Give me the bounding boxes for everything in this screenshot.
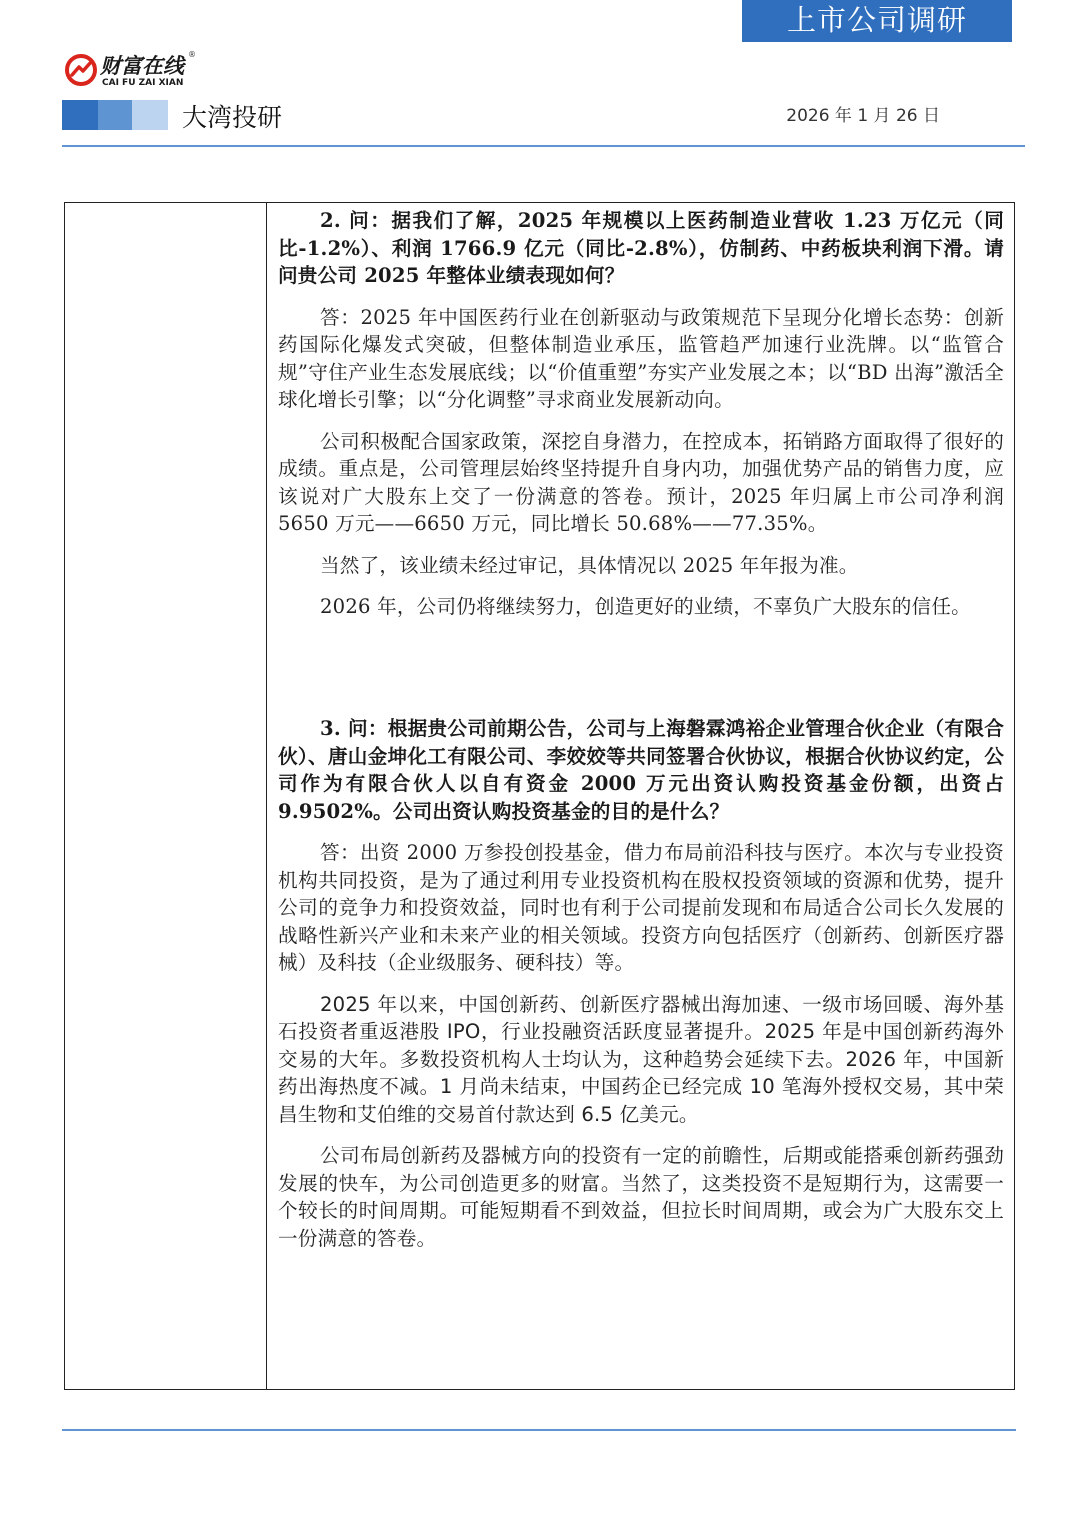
brand-title: 大湾投研: [182, 103, 283, 132]
qa-table: [64, 202, 1015, 1390]
answer-paragraph: 公司布局创新药及器械方向的投资有一定的前瞻性，后期或能搭乘创新药强劲发展的快车，为公司创造更多的财富。当然了，这类投资不是短期行为，这需要一个较长的时间周期。可能短期看不到效益，但拉长时间周期，或会为广大股东交上一份满意的答卷。: [278, 1144, 1004, 1250]
answer-paragraph: 公司积极配合国家政策，深挖自身潜力，在控成本，拓销路方面取得了很好的成绩。重点是，公司管理层始终坚持提升自身内功，加强优势产品的销售力度，应该说对广大股东上交了一份满意的答卷。预计，2025 年归属上市公司净利润 5650 万元——6650 万元，同比增长 50.68%——77.35%。: [278, 429, 1004, 535]
answer-paragraph: 答：2025 年中国医药行业在创新驱动与政策规范下呈现分化增长态势：创新药国际化爆发式突破，但整体制造业承压，监管趋严加速行业洗牌。以“监管合规”守住产业生态发展底线；以“价值重塑”夯实产业发展之本；以“BD 出海”激活全球化增长引擎；以“分化调整”寻求商业发展新动向。: [278, 305, 1004, 411]
header-rule: [62, 145, 1025, 147]
question-3: 3. 问：根据贵公司前期公告，公司与上海磐霖鸿裕企业管理合伙企业（有限合伙）、唐山金坤化工有限公司、李姣姣等共同签署合伙协议，根据合伙协议约定，公司作为有限合伙人以自有资金 2000 万元出资认购投资基金份额，出资占 9.9502%。公司出资认购投资基金的目的是什么？: [278, 717, 1004, 823]
logo-pinyin: CAI FU ZAI XIAN: [102, 78, 184, 88]
logo-mark-icon: [64, 53, 98, 87]
logo: [64, 50, 214, 94]
report-type-banner: 上市公司调研: [742, 0, 1012, 42]
qa-block-3: [278, 715, 1004, 1252]
brand-block-mid: [98, 100, 132, 130]
answer-paragraph: 答：出资 2000 万参投创投基金，借力布局前沿科技与医疗。本次与专业投资机构共同投资，是为了通过利用专业投资机构在股权投资领域的资源和优势，提升公司的竞争力和投资效益，同时也有利于公司提前发现和布局适合公司长久发展的战略性新兴产业和未来产业的相关领域。投资方向包括医疗（创新药、创新医疗器械）及科技（企业级服务、硬科技）等。: [278, 841, 1004, 974]
footer-rule: [62, 1429, 1016, 1431]
column-divider: [266, 203, 267, 1389]
logo-wordmark: 财富在线: [100, 54, 184, 78]
brand-block-light: [132, 100, 168, 130]
answer-paragraph: 当然了，该业绩未经过审记，具体情况以 2025 年年报为准。: [320, 553, 859, 577]
answer-paragraph: 2026 年，公司仍将继续努力，创造更好的业绩，不辜负广大股东的信任。: [320, 595, 971, 618]
answer-paragraph: 2025 年以来，中国创新药、创新医疗器械出海加速、一级市场回暖、海外基石投资者重返港股 IPO，行业投融资活跃度显著提升。2025 年是中国创新药海外交易的大年。多数投资机构人士均认为，这种趋势会延续下去。2026 年，中国新药出海热度不减。1 月尚未结束，中国药企已经完成 10 笔海外授权交易，其中荣昌生物和艾伯维的交易首付款达到 6.5 亿美元。: [278, 992, 1004, 1126]
question-2: 2. 问：据我们了解，2025 年规模以上医药制造业营收 1.23 万亿元（同比-1.2%）、利润 1766.9 亿元（同比-2.8%），仿制药、中药板块利润下滑。请问贵公司 2025 年整体业绩表现如何？: [278, 209, 1004, 287]
report-date: 2026 年 1 月 26 日: [786, 106, 940, 126]
brand-block-dark: [62, 100, 98, 130]
registered-mark: ®: [188, 50, 196, 59]
qa-block-2: [278, 207, 1004, 621]
